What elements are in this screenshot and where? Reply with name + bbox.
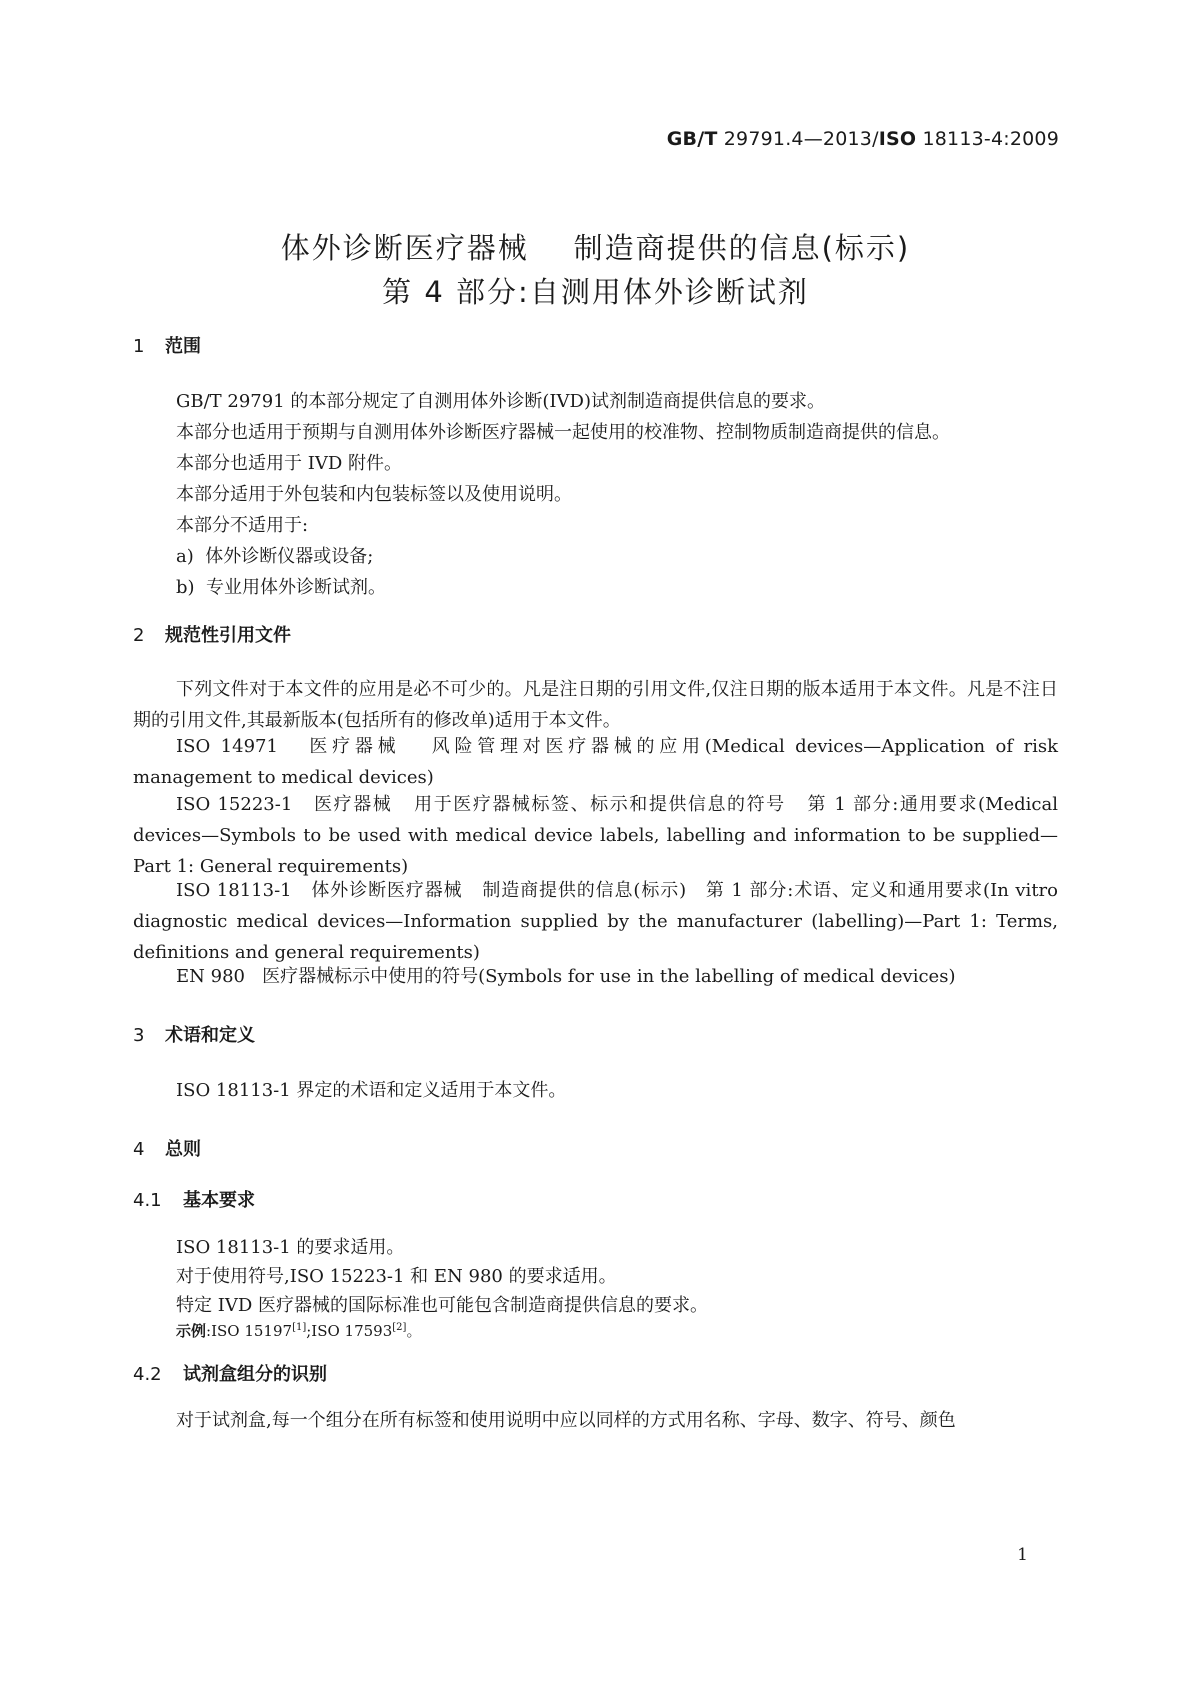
paragraph: 对于使用符号,ISO 15223-1 和 EN 980 的要求适用。 bbox=[176, 1266, 617, 1287]
paragraph: 本部分也适用于预期与自测用体外诊断医疗器械一起使用的校准物、控制物质制造商提供的信息。 bbox=[176, 422, 950, 443]
section-number: 4.2 bbox=[133, 1364, 162, 1385]
paragraph: ISO 18113-1 的要求适用。 bbox=[176, 1237, 405, 1258]
section-1-heading bbox=[133, 332, 201, 358]
document-title-line2: 第 4 部分:自测用体外诊断试剂 bbox=[382, 275, 809, 309]
reference-en-980: EN 980 医疗器械标示中使用的符号(Symbols for use in the labelling of medical devices) bbox=[176, 966, 956, 987]
section-title: 术语和定义 bbox=[165, 1025, 255, 1046]
reference-iso-15223-1: ISO 15223-1 医疗器械 用于医疗器械标签、标示和提供信息的符号 第 1 部分:通用要求(Medical devices—Symbols to be used with medical device labels, labelling and information to be supplied—Part 1: General requirements) bbox=[133, 794, 1064, 877]
example-ref: :ISO 15197 bbox=[206, 1322, 293, 1340]
section-title: 范围 bbox=[165, 336, 201, 357]
section-number: 2 bbox=[133, 625, 145, 646]
section-2-heading bbox=[133, 621, 291, 647]
example-note bbox=[176, 1320, 421, 1341]
list-item: a) 体外诊断仪器或设备; bbox=[176, 546, 374, 567]
document-title-line1: 体外诊断医疗器械 制造商提供的信息(标示) bbox=[280, 231, 911, 265]
section-3-heading bbox=[133, 1021, 255, 1047]
paragraph: 本部分不适用于: bbox=[176, 515, 309, 536]
header-code-iso: ISO bbox=[878, 128, 917, 150]
paragraph: 特定 IVD 医疗器械的国际标准也可能包含制造商提供信息的要求。 bbox=[176, 1295, 708, 1316]
citation-ref: [1] bbox=[292, 1322, 307, 1333]
example-label: 示例 bbox=[176, 1322, 207, 1340]
example-ref: ;ISO 17593 bbox=[306, 1322, 393, 1340]
paragraph: 本部分也适用于 IVD 附件。 bbox=[176, 453, 402, 474]
section-number: 4 bbox=[133, 1139, 145, 1160]
paragraph: 对于试剂盒,每一个组分在所有标签和使用说明中应以同样的方式用名称、字母、数字、符号、颜色 bbox=[176, 1410, 956, 1431]
header-code-iso-number: 18113-4:2009 bbox=[922, 128, 1059, 150]
section-4-heading bbox=[133, 1135, 201, 1161]
header-code-prefix: GB/T bbox=[666, 128, 718, 150]
citation-ref: [2] bbox=[392, 1322, 407, 1333]
section-title: 试剂盒组分的识别 bbox=[183, 1364, 327, 1385]
section-number: 3 bbox=[133, 1025, 145, 1046]
reference-iso-18113-1: ISO 18113-1 体外诊断医疗器械 制造商提供的信息(标示) 第 1 部分:术语、定义和通用要求(In vitro diagnostic medical devices—Information supplied by the manufacturer (labelling)—Part 1: Terms, definitions and general requirements) bbox=[133, 880, 1064, 963]
section-number: 4.1 bbox=[133, 1190, 162, 1211]
paragraph: 本部分适用于外包装和内包装标签以及使用说明。 bbox=[176, 484, 572, 505]
section-title: 基本要求 bbox=[183, 1190, 255, 1211]
standard-code-header bbox=[667, 128, 1059, 150]
section-4-1-heading bbox=[133, 1186, 255, 1212]
page-number: 1 bbox=[1017, 1545, 1028, 1565]
list-item: b) 专业用体外诊断试剂。 bbox=[176, 577, 386, 598]
paragraph: 下列文件对于本文件的应用是必不可少的。凡是注日期的引用文件,仅注日期的版本适用于本文件。凡是不注日期的引用文件,其最新版本(包括所有的修改单)适用于本文件。 bbox=[133, 679, 1058, 731]
section-4-2-heading bbox=[133, 1360, 327, 1386]
section-number: 1 bbox=[133, 336, 145, 357]
example-end: 。 bbox=[406, 1322, 422, 1340]
reference-iso-14971: ISO 14971 医疗器械 风险管理对医疗器械的应用(Medical devices—Application of risk management to medical devices) bbox=[133, 736, 1064, 788]
paragraph: GB/T 29791 的本部分规定了自测用体外诊断(IVD)试剂制造商提供信息的要求。 bbox=[176, 391, 825, 412]
header-code-number: 29791.4—2013/ bbox=[723, 128, 879, 150]
section-title: 总则 bbox=[165, 1139, 201, 1160]
paragraph: ISO 18113-1 界定的术语和定义适用于本文件。 bbox=[176, 1080, 567, 1101]
section-title: 规范性引用文件 bbox=[165, 625, 291, 646]
